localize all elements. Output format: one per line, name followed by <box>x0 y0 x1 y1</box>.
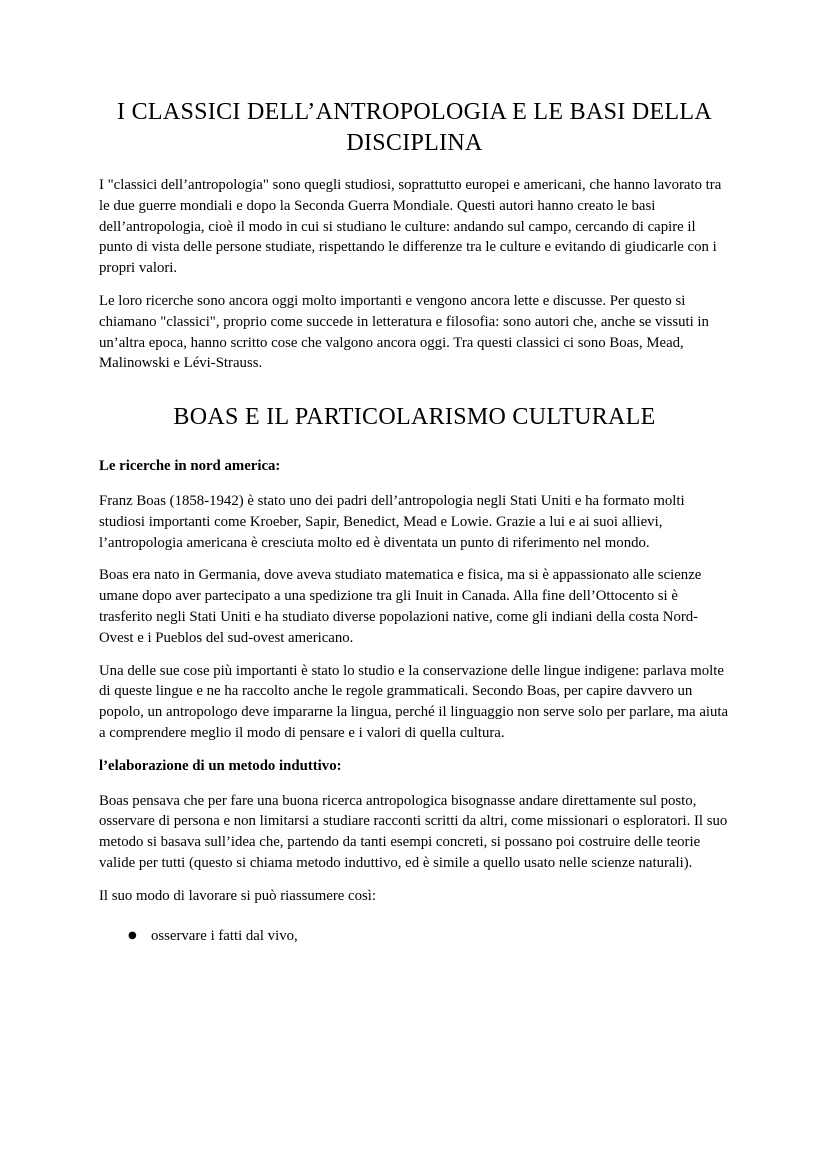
section-heading-boas: BOAS E IL PARTICOLARISMO CULTURALE <box>173 404 656 431</box>
intro-paragraph-1: I "classici dell’antropologia" sono quegli studiosi, soprattutto europei e americani, che hanno lavorato tra le due guerre mondiali e dopo la Seconda Guerra Mondiale. Questi autori hanno creato le basi dell’antropologia, cioè il modo in cui si studiano le culture: andando sul campo, cercando di capire il punto di vista delle persone studiate, rispettando le differenze tra le culture e evitando di giudicarle con i propri valori. <box>99 177 722 277</box>
bullet-icon: ● <box>128 929 137 941</box>
document-page <box>99 97 730 946</box>
bullet-list <box>99 926 730 947</box>
list-item-text: osservare i fatti dal vivo, <box>151 927 298 944</box>
paragraph-boas-germania: Boas era nato in Germania, dove aveva studiato matematica e fisica, ma si è appassionato alle scienze umane dopo aver partecipato a una spedizione tra gli Inuit in Canada. Alla fine dell’Ottocento si è trasferito negli Stati Uniti e ha studiato diverse popolazioni native, come gli indiani della costa Nord-Ovest e i Pueblos del sud-ovest americano. <box>99 567 702 646</box>
subheading-metodo-induttivo: l’elaborazione di un metodo induttivo: <box>99 757 342 774</box>
intro-paragraph-2: Le loro ricerche sono ancora oggi molto importanti e vengono ancora lette e discusse. Per questo si chiamano "classici", proprio come succede in letteratura e filosofia: sono autori che, anche se vissuti in un’altra epoca, hanno scritto cose che valgono ancora oggi. Tra questi classici ci sono Boas, Mead, Malinowski e Lévi-Strauss. <box>99 292 709 372</box>
list-item <box>128 926 730 947</box>
paragraph-metodo-induttivo: Boas pensava che per fare una buona ricerca antropologica bisognasse andare direttamente sul posto, osservare di persona e non limitarsi a studiare racconti scritti da altri, come missionari o esploratori. Il suo metodo si basava sull’idea che, partendo da tanti esempi concreti, si possano poi costruire delle teorie valide per tutti (questo si chiama metodo induttivo, ed è simile a quello usato nelle scienze naturali). <box>99 792 728 871</box>
document-title: I CLASSICI DELL’ANTROPOLOGIA E LE BASI DELLA DISCIPLINA <box>117 99 712 156</box>
paragraph-lingue-indigene: Una delle sue cose più importanti è stato lo studio e la conservazione delle lingue indigene: parlava molte di queste lingue e ne ha raccolto anche le regole grammaticali. Secondo Boas, per capire davvero un popolo, un antropologo deve impararne la lingua, perché il linguaggio non serve solo per parlare, ma aiuta a comprendere meglio il modo di pensare e i valori di quella cultura. <box>99 662 729 741</box>
subheading-ricerche-nord-america: Le ricerche in nord america: <box>99 458 281 475</box>
paragraph-modo-di-lavorare: Il suo modo di lavorare si può riassumere così: <box>99 887 376 904</box>
paragraph-franz-boas: Franz Boas (1858-1942) è stato uno dei padri dell’antropologia negli Stati Uniti e ha formato molti studiosi importanti come Kroeber, Sapir, Benedict, Mead e Lowie. Grazie a lui e ai suoi allievi, l’antropologia americana è cresciuta molto ed è diventata un punto di riferimento nel mondo. <box>99 492 685 551</box>
